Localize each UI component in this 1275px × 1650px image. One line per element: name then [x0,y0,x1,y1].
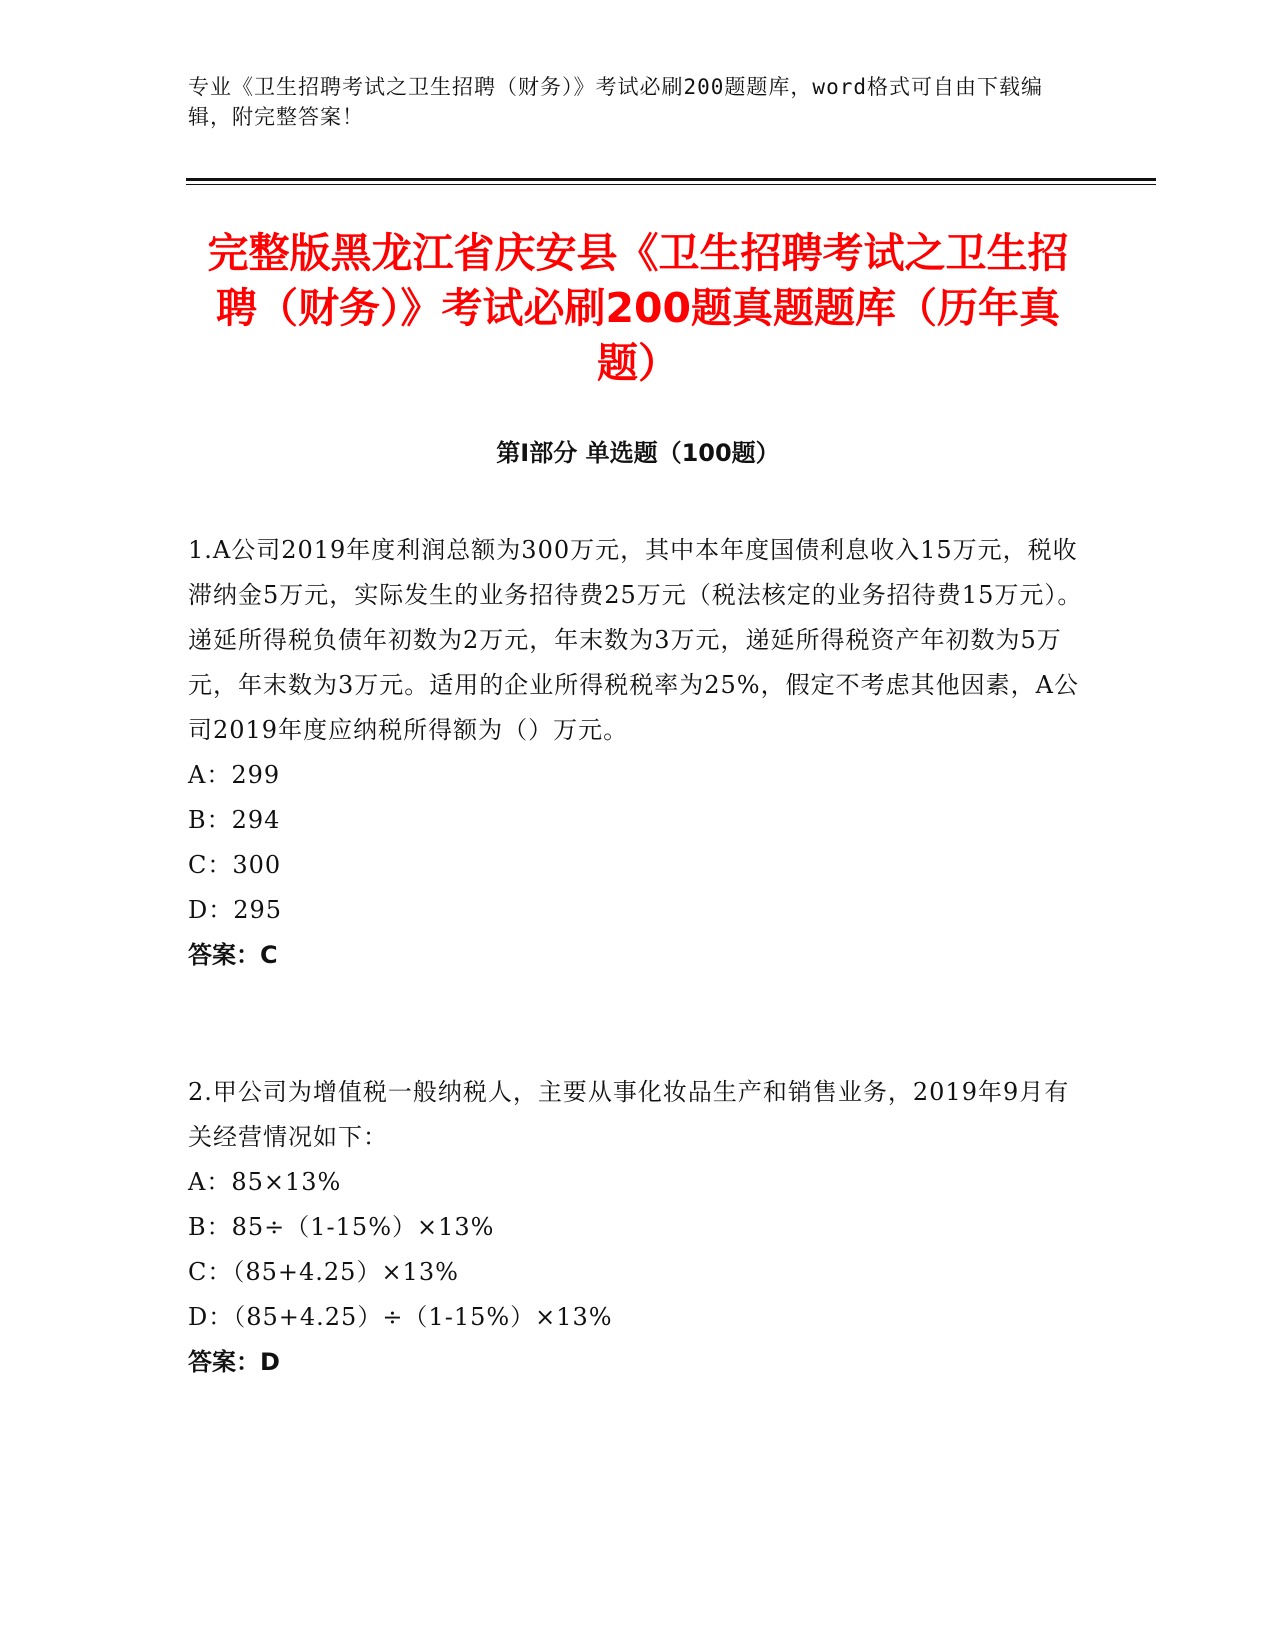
header-divider-thin [186,184,1156,185]
header-divider-thick [186,178,1156,181]
option-d: D：295 [188,896,283,924]
option-a: A：299 [188,761,281,789]
option-d: D：（85+4.25）÷（1-15%）×13% [188,1303,613,1331]
option-c: C：（85+4.25）×13% [188,1258,459,1286]
header-note: 专业《卫生招聘考试之卫生招聘（财务）》考试必刷200题题库，word格式可自由下载编辑，附完整答案！ [188,75,1043,129]
question-2 [188,1070,1088,1385]
answer: 答案：C [188,941,278,969]
question-stem: 1.A公司2019年度利润总额为300万元，其中本年度国债利息收入15万元，税收滞纳金5万元，实际发生的业务招待费25万元（税法核定的业务招待费15万元）。递延所得税负债年初数为2万元，年末数为3万元，递延所得税资产年初数为5万元，年末数为3万元。适用的企业所得税税率为25%，假定不考虑其他因素，A公司2019年度应纳税所得额为（）万元。 [188,536,1083,744]
option-c: C：300 [188,851,282,879]
question-1 [188,528,1088,978]
section-title: 第I部分 单选题（100题） [496,439,780,467]
option-a: A：85×13% [188,1168,342,1196]
answer: 答案：D [188,1348,280,1376]
document-title: 完整版黑龙江省庆安县《卫生招聘考试之卫生招聘（财务）》考试必刷200题真题题库（历年真题） [207,229,1069,387]
option-b: B：294 [188,806,281,834]
question-stem: 2.甲公司为增值税一般纳税人，主要从事化妆品生产和销售业务，2019年9月有关经营情况如下： [188,1078,1070,1151]
option-b: B：85÷（1-15%）×13% [188,1213,495,1241]
